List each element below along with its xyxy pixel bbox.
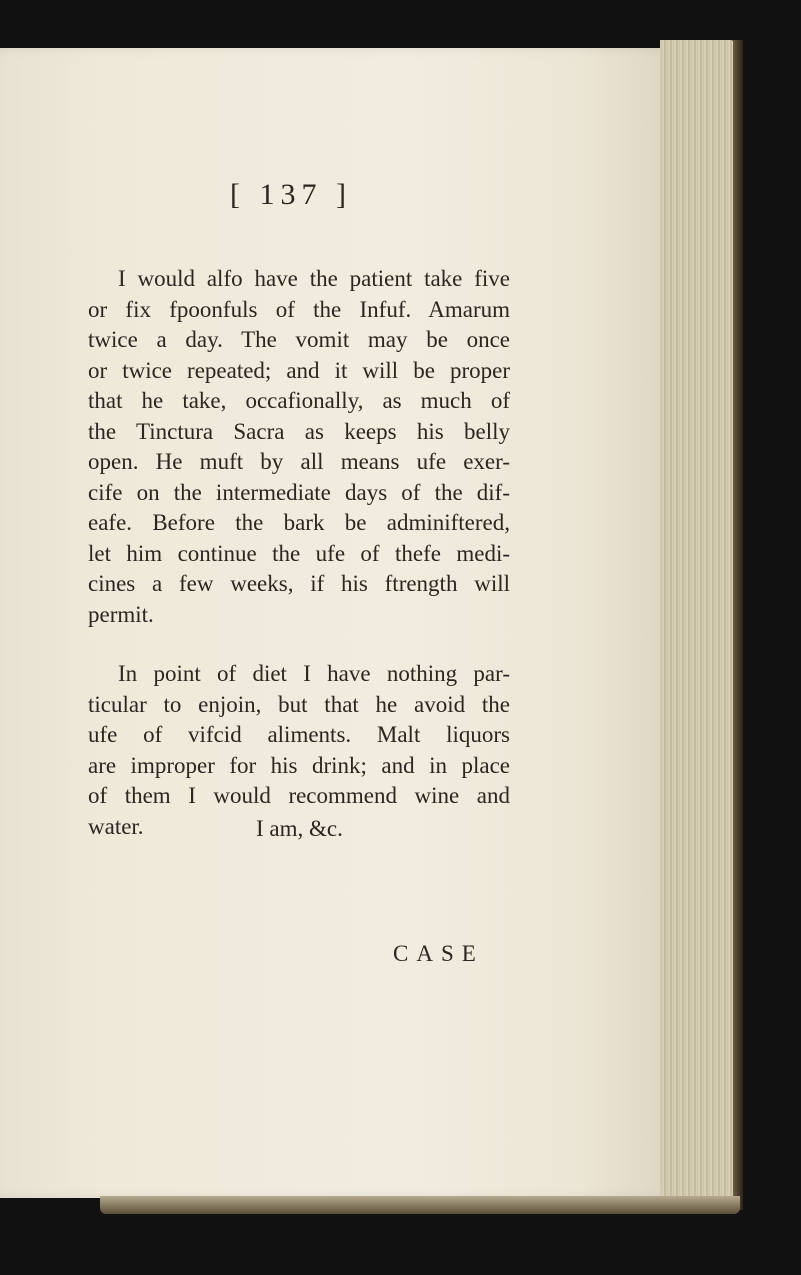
text-line: eafe. Before the bark be adminiftered, xyxy=(88,510,510,535)
closing-line: I am, &c. xyxy=(256,816,343,841)
text-line: the Tinctura Sacra as keeps his belly xyxy=(88,418,510,444)
book-bottom-edge xyxy=(100,1196,740,1214)
text-line: or twice repeated; and it will be proper xyxy=(88,357,510,383)
text-line: are improper for his drink; and in place xyxy=(88,752,510,778)
text-line: I would alfo have the patient take five xyxy=(118,266,510,291)
text-line: ticular to enjoin, but that he avoid the xyxy=(88,691,510,717)
text-line: cines a few weeks, if his ftrength will xyxy=(88,571,510,596)
text-line: cife on the intermediate days of the dif- xyxy=(88,479,510,505)
page-edges xyxy=(660,40,739,1210)
text-line: permit. xyxy=(88,601,154,627)
text-line: or fix fpoonfuls of the Infuf. Amarum xyxy=(88,296,510,322)
text-line: twice a day. The vomit may be once xyxy=(88,327,510,352)
text-line: In point of diet I have nothing par- xyxy=(118,661,510,686)
catchword: CASE xyxy=(393,941,484,966)
text-line: that he take, occafionally, as much of xyxy=(88,388,510,413)
text-line: ufe of vifcid aliments. Malt liquors xyxy=(88,722,510,747)
text-line: open. He muft by all means ufe exer- xyxy=(88,449,510,474)
text-line: of them I would recommend wine and xyxy=(88,783,510,808)
text-line: let him continue the ufe of thefe medi- xyxy=(88,540,510,566)
body-text xyxy=(88,264,510,842)
page-header: [ 137 ] xyxy=(230,178,352,211)
text-line: water. xyxy=(88,813,144,839)
